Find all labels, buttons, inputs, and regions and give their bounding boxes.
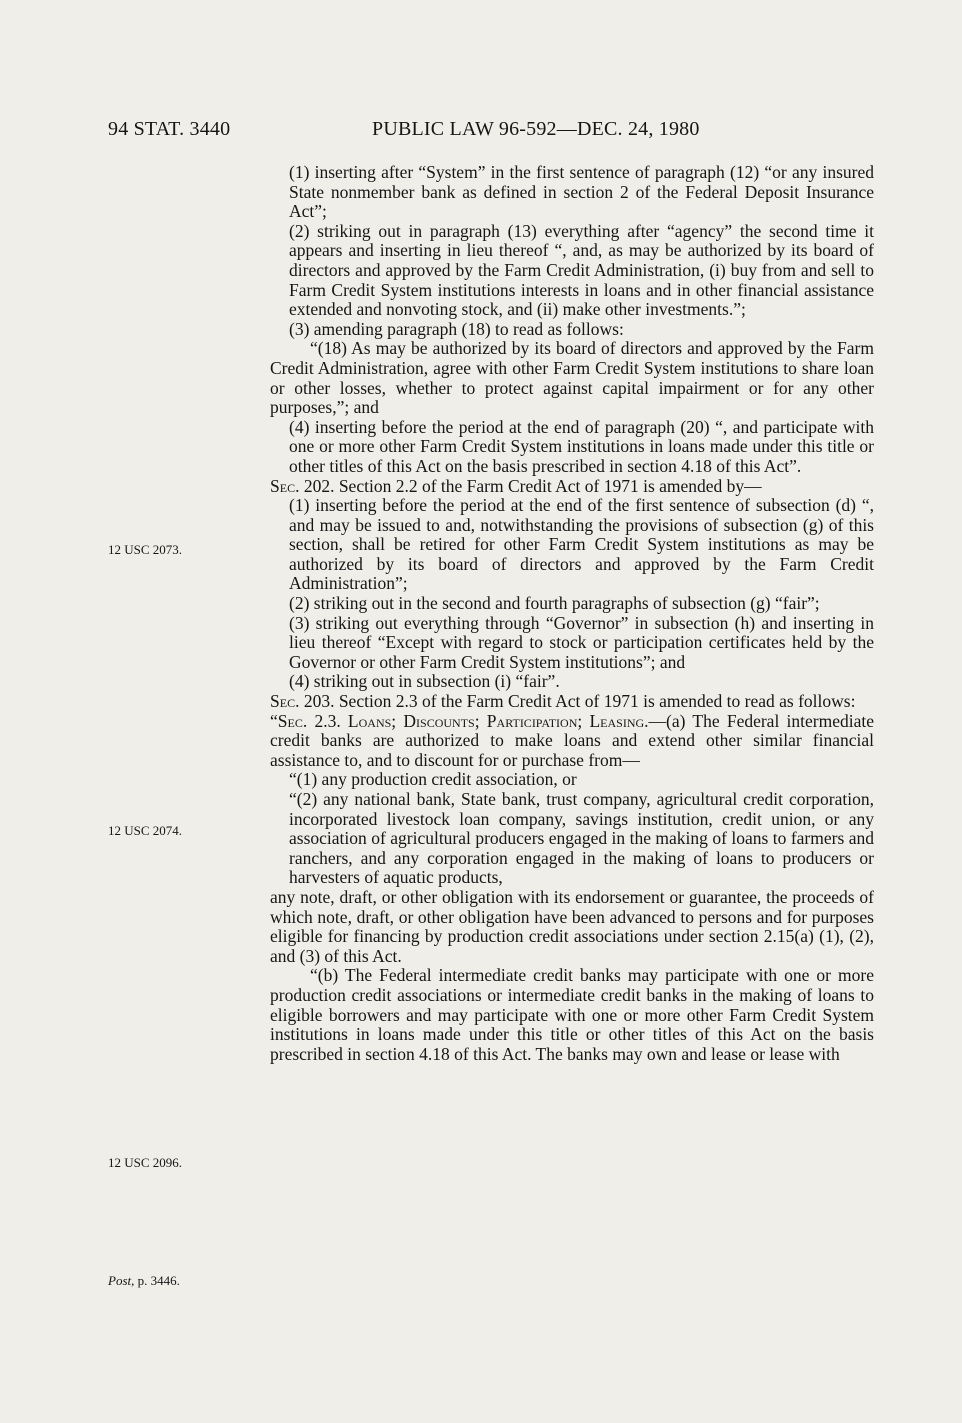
- section-202-text: 202. Section 2.2 of the Farm Credit Act of 1971 is amended by—: [303, 475, 762, 496]
- document-body: [270, 163, 874, 1064]
- paragraph-3-amending-18: (3) amending paragraph (18) to read as follows:: [289, 318, 624, 339]
- paragraph-202-1: (1) inserting before the period at the end of the first sentence of subsection (d) “, and may be issued to and, notwithstanding the provisions of subsection (g) of this section, shall be retired for other Farm Credit System institutions as may be authorized by its board of directors and approved by the Farm Credit Administration”;: [289, 495, 874, 594]
- margin-note-usc-2096: 12 USC 2096.: [108, 1155, 183, 1170]
- paragraph-2-3-b: “(b) The Federal intermediate credit banks may participate with one or more production credit associations or intermediate credit banks in the making of loans to eligible borrowers and may participate with one or more other Farm Credit System institutions in loans made under this title or other titles of this Act on the basis prescribed in section 4.18 of this Act. The banks may own and lease or lease with: [270, 965, 874, 1064]
- paragraph-1-inserting-after-system: (1) inserting after “System” in the first sentence of paragraph (12) “or any insured State nonmember bank as defined in section 2 of the Federal Deposit Insurance Act”;: [289, 162, 874, 222]
- paragraph-202-4: (4) striking out in subsection (i) “fair”.: [289, 671, 560, 692]
- section-203: [270, 692, 874, 712]
- statute-page-number: 94 STAT. 3440: [108, 118, 231, 140]
- section-203-text: 203. Section 2.3 of the Farm Credit Act of 1971 is amended to read as follows:: [303, 691, 856, 712]
- section-2-3-label: “Sec. 2.3. Loans; Discounts; Participation; Leasing.: [270, 710, 649, 731]
- paragraph-2-3-2: “(2) any national bank, State bank, trust company, agricultural credit corporation, incorporated livestock loan company, savings institution, credit union, or any association of agricultural producers engaged in the making of loans to farmers and ranchers, and any corporation engaged in the making of loans to producers or harvesters of aquatic products,: [289, 789, 874, 888]
- public-law-title: PUBLIC LAW 96-592—DEC. 24, 1980: [372, 118, 700, 140]
- section-202: [270, 477, 874, 497]
- paragraph-4-inserting-20: (4) inserting before the period at the end of paragraph (20) “, and participate with one or more other Farm Credit System institutions in loans made under this title or other titles of this Act on the basis prescribed in section 4.18 of this Act”.: [289, 416, 874, 476]
- paragraph-2-3-1: “(1) any production credit association, or: [289, 769, 577, 790]
- post-label: Post,: [108, 1273, 135, 1288]
- section-2-3-heading: [270, 712, 874, 771]
- section-203-label: Sec.: [270, 691, 300, 712]
- section-202-label: Sec.: [270, 475, 300, 496]
- page-header: [0, 118, 962, 148]
- paragraph-any-note: any note, draft, or other obligation with its endorsement or guarantee, the proceeds of which note, draft, or other obligation have been advanced to persons and for purposes eligible for financing by production credit associations under section 2.15(a) (1), (2), and (3) of this Act.: [270, 886, 874, 966]
- margin-note-usc-2073: 12 USC 2073.: [108, 542, 183, 557]
- post-page: p. 3446.: [137, 1273, 180, 1288]
- margin-note-post: [108, 1273, 180, 1288]
- paragraph-2-striking-out-13: (2) striking out in paragraph (13) everything after “agency” the second time it appears and inserting in lieu thereof “, and, as may be authorized by its board of directors and approved by the Farm Credit Administration, (i) buy from and sell to Farm Credit System institutions interests in loans and in other financial assistance extended and nonvoting stock, and (ii) make other investments.”;: [289, 220, 874, 320]
- section-2-3-text: —(a) The Federal intermediate credit banks are authorized to make loans and extend other similar financial assistance to, and to discount for or purchase from—: [270, 710, 875, 770]
- paragraph-quoted-18: “(18) As may be authorized by its board of directors and approved by the Farm Credit Administration, agree with other Farm Credit System institutions to share loan or other losses, whether to protect against capital impairment or for any other purposes,”; and: [270, 338, 874, 418]
- paragraph-202-2: (2) striking out in the second and fourth paragraphs of subsection (g) “fair”;: [289, 593, 820, 614]
- margin-note-usc-2074: 12 USC 2074.: [108, 823, 183, 838]
- paragraph-202-3: (3) striking out everything through “Governor” in subsection (h) and inserting in lieu thereof “Except with regard to stock or participation certificates held by the Governor or other Farm Credit System institutions”; and: [289, 612, 874, 672]
